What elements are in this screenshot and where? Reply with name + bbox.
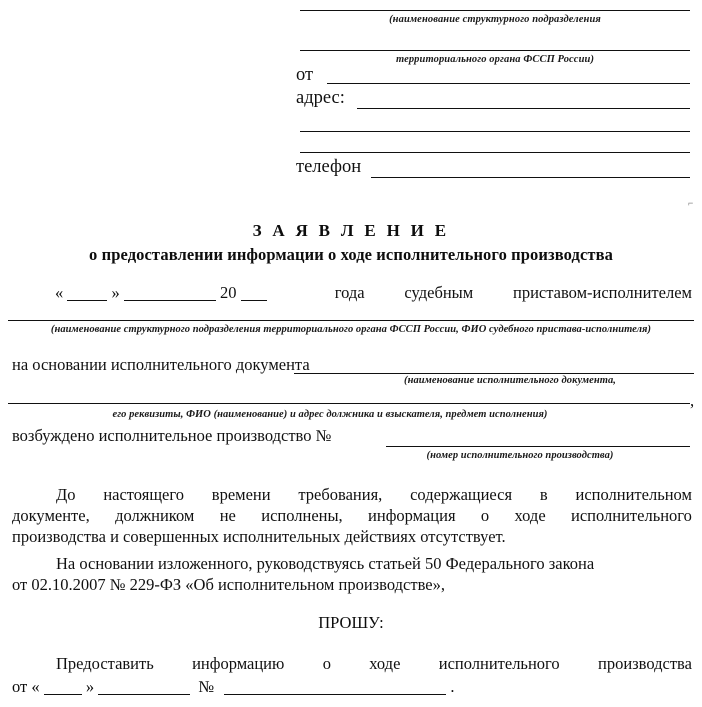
p1l1-w7: исполнительном xyxy=(575,485,692,504)
margin-artifact-mark: ⌐ xyxy=(688,198,694,208)
p1l1-w2: настоящего xyxy=(103,485,184,504)
req-w5: исполнительного xyxy=(438,654,560,673)
request-number-input[interactable] xyxy=(224,679,446,695)
request-heading: ПРОШУ: xyxy=(318,613,384,632)
request-quote-close: » xyxy=(85,677,95,696)
label-address: адрес: xyxy=(296,88,345,108)
legend-exec-doc-details: его реквизиты, ФИО (наименование) и адрес должника и взыскателя, предмет исполнения) xyxy=(112,409,548,420)
quote-open: « xyxy=(55,283,64,302)
p1l1-w4: требования, xyxy=(298,485,383,504)
p1l2-w7: ходе xyxy=(514,506,546,525)
p1l1-w6: в xyxy=(539,485,548,504)
value-address-line3[interactable] xyxy=(304,136,686,151)
date-year-input[interactable] xyxy=(241,285,267,301)
req-w6: производства xyxy=(597,654,692,673)
caption-territorial-organ: территориального органа ФССП России) xyxy=(395,54,595,65)
p1l2-w3: не xyxy=(219,506,236,525)
page-title: З А Я В Л Е Н И Е xyxy=(252,221,450,240)
word-year: года xyxy=(334,283,365,302)
p1l2-w5: информация xyxy=(368,506,456,525)
word-bailiff-executor: приставом-исполнителем xyxy=(513,283,692,302)
value-from[interactable] xyxy=(331,68,686,83)
year-prefix: 20 xyxy=(220,283,237,302)
date-and-bailiff-line xyxy=(55,285,692,302)
rule-basis-exec-doc xyxy=(294,373,694,374)
value-address-line2[interactable] xyxy=(304,115,686,130)
value-phone[interactable] xyxy=(375,161,686,176)
date-field-group xyxy=(55,285,295,302)
request-quote-open: « xyxy=(31,677,40,696)
label-basis-exec-doc: на основании исполнительного документа xyxy=(12,355,310,374)
quote-close: » xyxy=(111,283,120,302)
value-case-number[interactable] xyxy=(390,430,686,445)
date-day-input[interactable] xyxy=(67,285,107,301)
paragraph-1-line-3: производства и совершенных исполнительных действиях отсутствует. xyxy=(12,527,506,546)
date-month-input[interactable] xyxy=(124,285,216,301)
p1l1-w3: времени xyxy=(211,485,271,504)
request-period: . xyxy=(450,677,455,696)
caption-subdivision: (наименование структурного подразделения xyxy=(389,14,601,25)
word-judicial: судебным xyxy=(404,283,474,302)
rule-address-line3 xyxy=(300,152,690,153)
p1l2-w6: о xyxy=(480,506,490,525)
legend-bailiff: (наименование структурного подразделения территориального органа ФССП России, ФИО судебного пристава-исполнителя) xyxy=(50,324,652,335)
paragraph-1-line-2 xyxy=(12,508,692,525)
label-phone: телефон xyxy=(296,157,362,177)
request-day-input[interactable] xyxy=(44,679,82,695)
p1l2-w8: исполнительного xyxy=(571,506,692,525)
rule-phone-value xyxy=(371,177,690,178)
label-case-number: возбуждено исполнительное производство № xyxy=(12,426,332,445)
paragraph-2-line-1: На основании изложенного, руководствуясь статьей 50 Федерального закона xyxy=(56,554,595,573)
legend-exec-doc-name: (наименование исполнительного документа, xyxy=(404,375,616,386)
request-from-label: от xyxy=(12,677,28,696)
p1l2-w2: должником xyxy=(115,506,195,525)
req-w2: информацию xyxy=(192,654,285,673)
p1l1-w1: До xyxy=(56,485,76,504)
rule-bailiff-name xyxy=(8,320,694,321)
details-trailing-comma: , xyxy=(690,391,695,410)
rule-territorial-organ xyxy=(300,50,690,51)
paragraph-2-line-2: от 02.10.2007 № 229-ФЗ «Об исполнительном производстве», xyxy=(12,575,445,594)
value-address[interactable] xyxy=(361,92,686,107)
label-from: от xyxy=(296,65,314,85)
req-w4: ходе xyxy=(369,654,401,673)
rule-case-number xyxy=(386,446,690,447)
value-exec-doc-details[interactable] xyxy=(12,387,682,402)
rule-exec-doc-details xyxy=(8,403,690,404)
p1l2-w4: исполнены, xyxy=(261,506,343,525)
value-basis-exec-doc[interactable] xyxy=(298,357,690,372)
legend-case-number: (номер исполнительного производства) xyxy=(426,450,614,461)
rule-address-value xyxy=(357,108,690,109)
request-month-input[interactable] xyxy=(98,679,190,695)
request-line-2 xyxy=(12,679,455,696)
request-line-1 xyxy=(56,656,692,673)
page-subtitle: о предоставлении информации о ходе исполнительного производства xyxy=(89,245,613,264)
rule-address-line2 xyxy=(300,131,690,132)
paragraph-1-line-1 xyxy=(56,487,692,504)
rule-subdivision xyxy=(300,10,690,11)
rule-from-value xyxy=(327,83,690,84)
p1l1-w5: содержащиеся xyxy=(410,485,513,504)
p1l2-w1: документе, xyxy=(12,506,90,525)
req-w3: о xyxy=(322,654,331,673)
req-w1: Предоставить xyxy=(56,654,154,673)
number-sign: № xyxy=(198,677,215,696)
